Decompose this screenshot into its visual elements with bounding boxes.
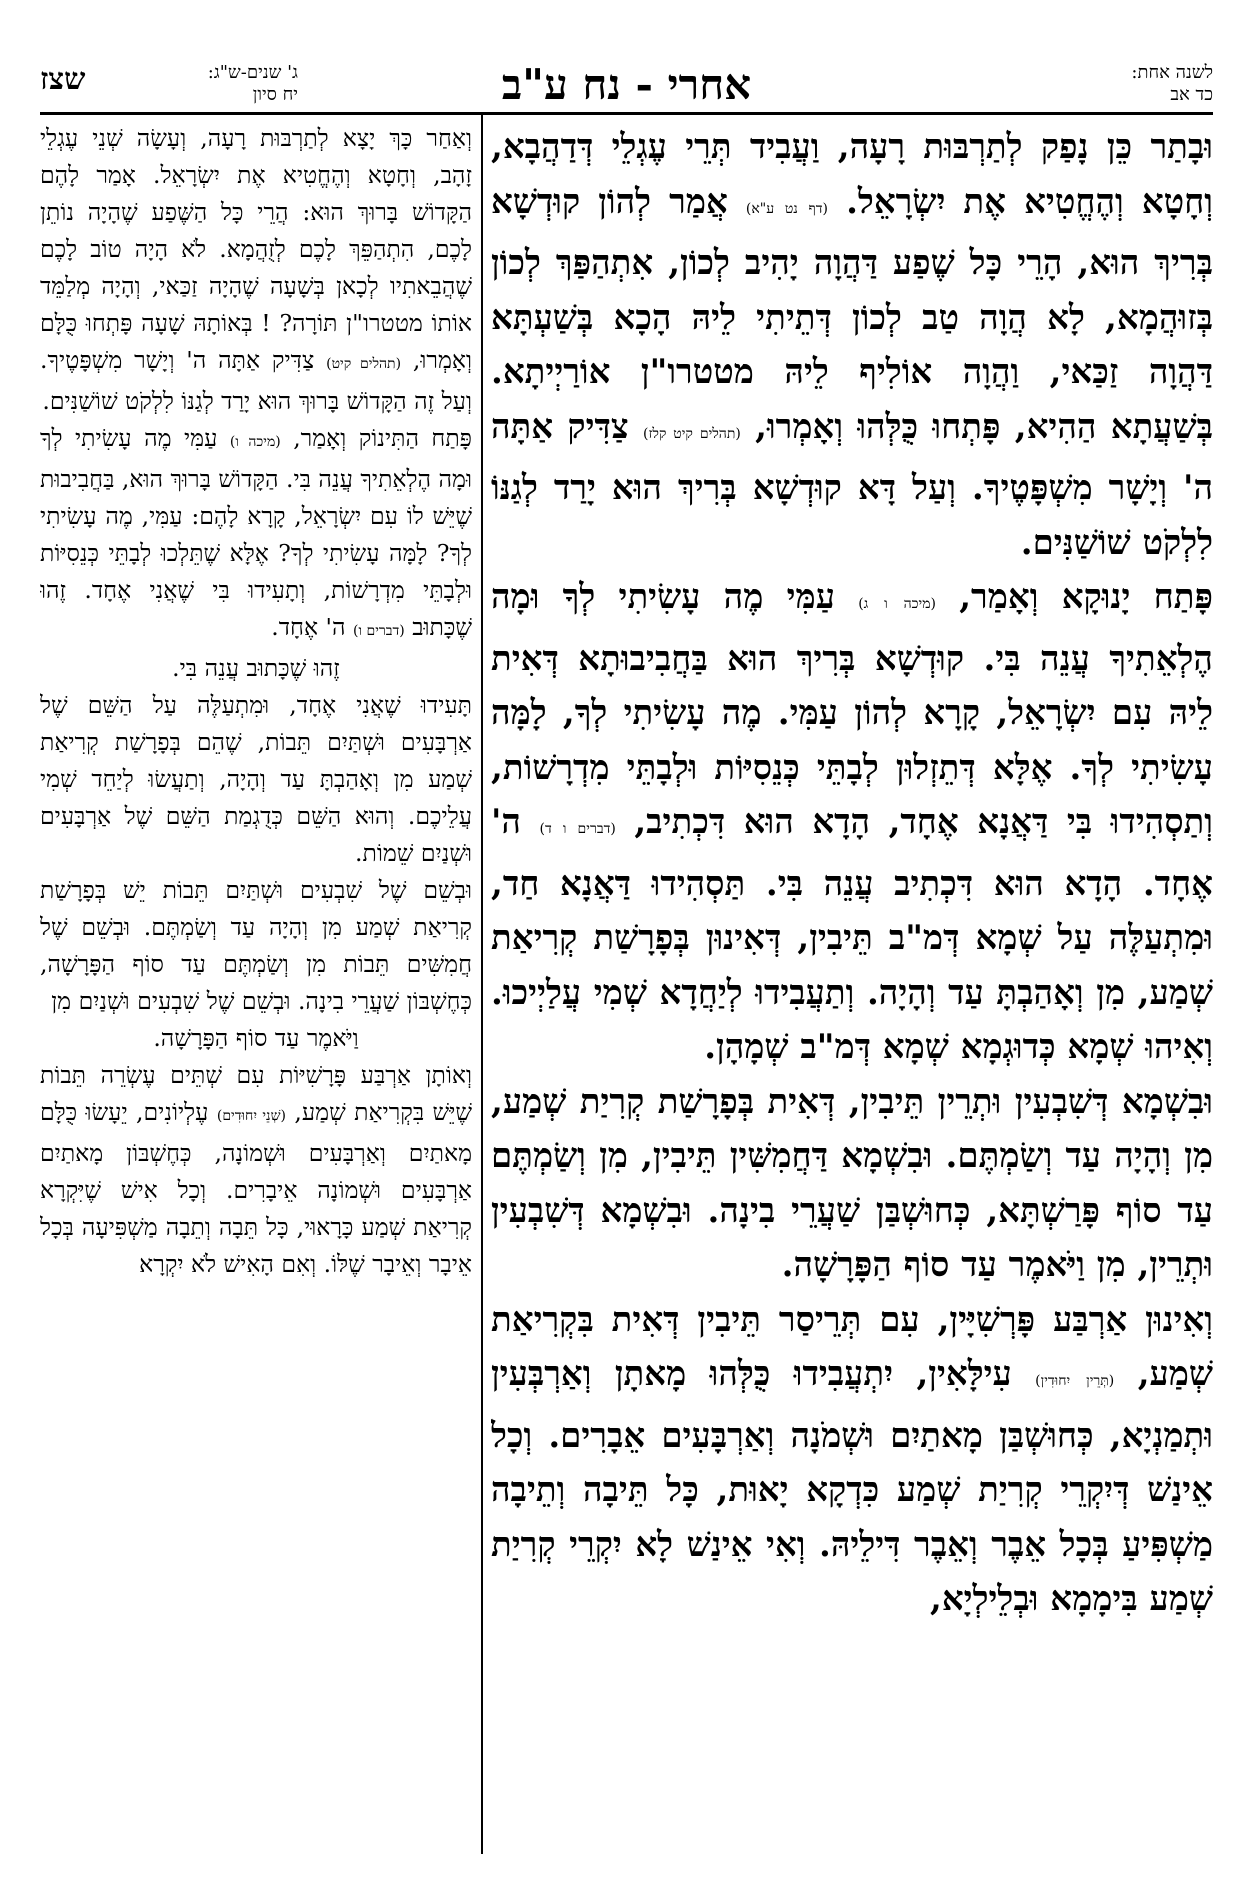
- header-right-info: [1043, 62, 1213, 106]
- translation-column: [40, 120, 472, 1864]
- page-header: [40, 58, 1213, 120]
- translation-paragraph: וְאַחַר כָּךְ יָצָא לְתַרְבּוּת רָעָה, וְעָשָׂה שְׁנֵי עֶגְלֵי זָהָב, וְחָטָא וְהֶחֱטִיא אֶת יִשְׂרָאֵל. אָמַר לָהֶם הַקָּדוֹשׁ בָּרוּךְ הוּא: הֲרֵי כָּל הַשֶּׁפַע שֶׁהָיָה נוֹתֵן לָכֶם, הִתְהַפֵּךְ לָכֶם לְזֻהֲמָא. לֹא הָיָה טוֹב לָכֶם שֶׁהֲבֵאתִיו לְכָאן בְּשָׁעָה שֶׁהָיָה זַכַּאי, וְהָיָה מְלַמֵּד אוֹתוֹ מטטרו"ן תּוֹרָה? ! בְּאוֹתָהּ שָׁעָה פָּתְחוּ כֻּלָּם וְאָמְרוּ, (תהלים קיט) צַדִּיק אַתָּה ה' וְיָשָׁר מִשְׁפָּטֶיךָ. וְעַל זֶה הַקָּדוֹשׁ בָּרוּךְ הוּא יָרַד לְגַנּוֹ לִלְקֹט שׁוֹשַׁנִּים.: [40, 124, 472, 415]
- main-paragraph: וּבִשְׁמָא דְּשִׁבְעִין וּתְרֵין תֵּיבִין, דְּאִית בְּפָרָשַׁת קְרִיַת שְׁמַע, מִן וְהָיָה עַד וְשַׂמְתֶּם. וּבִשְׁמָא דַּחֲמִשִּׁין תֵּיבִין, מִן וְשַׂמְתֶּם עַד סוֹף פָּרַשְׁתָּא, כְּחוּשְׁבַּן שַׁעֲרֵי בִינָה. וּבִשְׁמָא דְּשִׁבְעִין וּתְרֵין, מִן וַיֹּאמֶר עַד סוֹף הַפָּרָשָׁה.: [491, 1081, 1213, 1285]
- source-reference: (דף נט ע"א): [745, 200, 828, 217]
- schedule-three-years: ג' שנים-ש"ג:: [207, 62, 298, 83]
- translation-paragraph: פָּתַח הַתִּינוֹק וְאָמַר, (מיכה ו) עַמִּי מֶה עָשִׂיתִי לְךָ וּמָה הֶלְאֵתִיךָ עֲנֵה בִּי. הַקָּדוֹשׁ בָּרוּךְ הוּא, בַּחֲבִיבוּת שֶׁיֵּשׁ לוֹ עִם יִשְׂרָאֵל, קָרָא לָהֶם: עַמִּי, מֶה עָשִׂיתִי לְךָ? לָמָּה עָשִׂיתִי לְךָ? אֶלָּא שֶׁתֵּלְכוּ לְבָתֵּי כְּנֵסִיּוֹת וּלְבָתֵּי מִדְרָשׁוֹת, וְתָעִידוּ בִּי שֶׁאֲנִי אֶחָד. זֶהוּ שֶׁכָּתוּב (דברים ו) ה' אֶחָד.: [40, 424, 472, 641]
- schedule-one-year-date: כד אב: [1170, 84, 1213, 105]
- source-reference: (מיכה ו): [229, 434, 281, 450]
- main-paragraph: וְאִינוּן אַרְבַּע פָּרְשִׁיָּין, עִם תְּרֵיסַר תֵּיבִין דְּאִית בִּקְרִיאַת שְׁמַע, (תְּרֵין יִחוּדִין) עִילָּאִין, יִתְעֲבִידוּ כֻּלְּהוּ מָאתָן וְאַרְבְּעִין וּתְמַנְיָא, כְּחוּשְׁבַּן מָאתַיִם וּשְׁמֹנָה וְאַרְבָּעִים אֵבָרִים. וְכָל אֵינַשׁ דְּיִקְרֵי קְרִיַת שְׁמַע כִּדְקָא יָאוּת, כָּל תֵּיבָה וְתֵיבָה מַשְׁפִּיעַ בְּכָל אֵבֶר וְאֵבֶר דִּילֵיהּ. וְאִי אֵינַשׁ לָא יִקְרֵי קְרִיַת שְׁמַע בִּימָמָא וּבְלֵילְיָא,: [491, 1299, 1213, 1619]
- page-number: שצז: [40, 62, 86, 97]
- translation-paragraph: תָּעִידוּ שֶׁאֲנִי אֶחָד, וּמִתְעַלֶּה עַל הַשֵּׁם שֶׁל אַרְבָּעִים וּשְׁתַּיִם תֵּבוֹת, שֶׁהֵם בְּפָרָשַׁת קְרִיאַת שְׁמַע מִן וְאָהַבְתָּ עַד וְהָיָה, וְתַעֲשׂוּ לְיַחֵד שְׁמִי עֲלֵיכֶם. וְהוּא הַשֵּׁם כְּדֻגְמַת הַשֵּׁם שֶׁל אַרְבָּעִים וּשְׁנַיִם שֵׁמוֹת.: [40, 691, 472, 867]
- source-reference: (דברים ו ד): [539, 821, 616, 837]
- main-paragraph: פָּתַח יָנוּקָא וְאָמַר, (מיכה ו ג) עַמִּי מֶה עָשִׂיתִי לְךָ וּמָה הֶלְאֵתִיךָ עֲנֵה בִּי. קוּדְשָׁא בְּרִיךְ הוּא בַּחֲבִיבוּתָא דְּאִית לֵיהּ עִם יִשְׂרָאֵל, קָרָא לְהוֹן עַמִּי. מֶה עָשִׂיתִי לְךָ, לָמָּה עָשִׂיתִי לְךָ. אֶלָּא דְּתֵזְלוּן לְבָתֵּי כְּנֵסִיּוֹת וּלְבָתֵּי מִדְרָשׁוֹת, וְתַסְהִידוּ בִּי דַּאֲנָא אֶחָד, הָדָא הוּא דִּכְתִיב, (דברים ו ד) ה' אֶחָד. הָדָא הוּא דִּכְתִיב עֲנֵה בִּי. תַּסְהִידוּ דַּאֲנָא חַד, וּמִתְעַלֶּה עַל שְׁמָא דְּמ"ב תֵּיבִין, דְּאִינוּן בְּפָרָשַׁת קְרִיאַת שְׁמַע, מִן וְאָהַבְתָּ עַד וְהָיָה. וְתַעֲבִידוּ לְיַחֲדָא שְׁמִי עֲלַיְיכוּ. וְאִיהוּ שְׁמָא כְּדוּגְמָא שְׁמָא דְּמ"ב שְׁמָהָן.: [491, 577, 1213, 1067]
- source-reference: (תהלים קיט): [326, 356, 402, 372]
- main-paragraph: וּבָתַר כֵּן נָפַק לְתַרְבּוּת רָעָה, וַעֲבִיד תְּרֵי עֶגְלֵי דְּדַהֲבָא, וְחָטָא וְהֶחֱטִיא אֶת יִשְׂרָאֵל. (דף נט ע"א) אֲמַר לְהוֹן קוּדְשָׁא בְּרִיךְ הוּא, הָרֵי כָּל שֶׁפַע דַּהֲוָה יָהִיב לְכוֹן, אִתְהַפַּךְ לְכוֹן בְּזוּהֲמָא, לָא הֲוָה טַב לְכוֹן דְּתֵיתִי לֵיהּ הָכָא בְּשַׁעְתָּא דַּהֲוָה זַכַּאי, וַהֲוָה אוֹלִיף לֵיהּ מטטרו"ן אוֹרַיְיתָא. בְּשַׁעֲתָא הַהִיא, פָּתְחוּ כֻּלְּהוּ וְאָמְרוּ, (תהלים קיט קלז) צַדִּיק אַתָּה ה' וְיָשָׁר מִשְׁפָּטֶיךָ. וְעַל דָּא קוּדְשָׁא בְּרִיךְ הוּא יָרַד לְגַנּוֹ לִלְקֹט שׁוֹשַׁנִּים.: [491, 127, 1213, 563]
- source-reference: (תְּרֵין יִחוּדִין): [1035, 1373, 1115, 1389]
- schedule-one-year: לשנה אחת:: [1131, 62, 1213, 83]
- header-divider: [40, 112, 1213, 115]
- translation-line: וַיֹּאמֶר עַד סוֹף הַפָּרָשָׁה.: [153, 1024, 359, 1052]
- source-reference: (מיכה ו ג): [858, 596, 936, 612]
- source-reference: (דברים ו): [352, 623, 405, 639]
- translation-line: זֶהוּ שֶׁכָּתוּב עֲנֵה בִּי.: [172, 654, 340, 682]
- column-divider: [481, 114, 483, 1854]
- source-reference: (שְׁנֵי יִחוּדִים): [216, 1108, 286, 1124]
- page-title: אחרי - נח ע"ב: [501, 60, 752, 109]
- translation-paragraph: וּבְשֵׁם שֶׁל שִׁבְעִים וּשְׁתַּיִם תֵּבוֹת יֵשׁ בְּפָרָשַׁת קְרִיאַת שְׁמַע מִן וְהָיָה עַד וְשַׂמְתֶּם. וּבְשֵׁם שֶׁל חֲמִשִּׁים תֵּבוֹת מִן וְשַׂמְתֶּם עַד סוֹף הַפָּרָשָׁה, כְּחֶשְׁבּוֹן שַׁעֲרֵי בִינָה. וּבְשֵׁם שֶׁל שִׁבְעִים וּשְׁנַיִם מִן: [40, 876, 472, 1015]
- main-text-column: [491, 120, 1213, 1864]
- schedule-three-years-date: יח סיון: [252, 84, 298, 105]
- translation-paragraph: וְאוֹתָן אַרְבַּע פָּרָשִׁיּוֹת עִם שְׁתֵּים עֶשְׂרֵה תֵּבוֹת שֶׁיֵּשׁ בִּקְרִיאַת שְׁמַע, (שְׁנֵי יִחוּדִים) עֶלְיוֹנִים, יֵעָשׂוּ כֻּלָּם מָאתַיִם וְאַרְבָּעִים וּשְׁמוֹנָה, כְּחֶשְׁבּוֹן מָאתַיִם אַרְבָּעִים וּשְׁמוֹנָה אֵיבָרִים. וְכָל אִישׁ שֶׁיִּקְרָא קְרִיאַת שְׁמַע כָּרָאוּי, כָּל תֵּבָה וְתֵבָה מַשְׁפִּיעָה בְּכָל אֵיבָר וְאֵיבָר שֶׁלּוֹ. וְאִם הָאִישׁ לֹא יִקְרָא: [40, 1061, 472, 1278]
- source-reference: (תהלים קיט קלז): [643, 425, 741, 442]
